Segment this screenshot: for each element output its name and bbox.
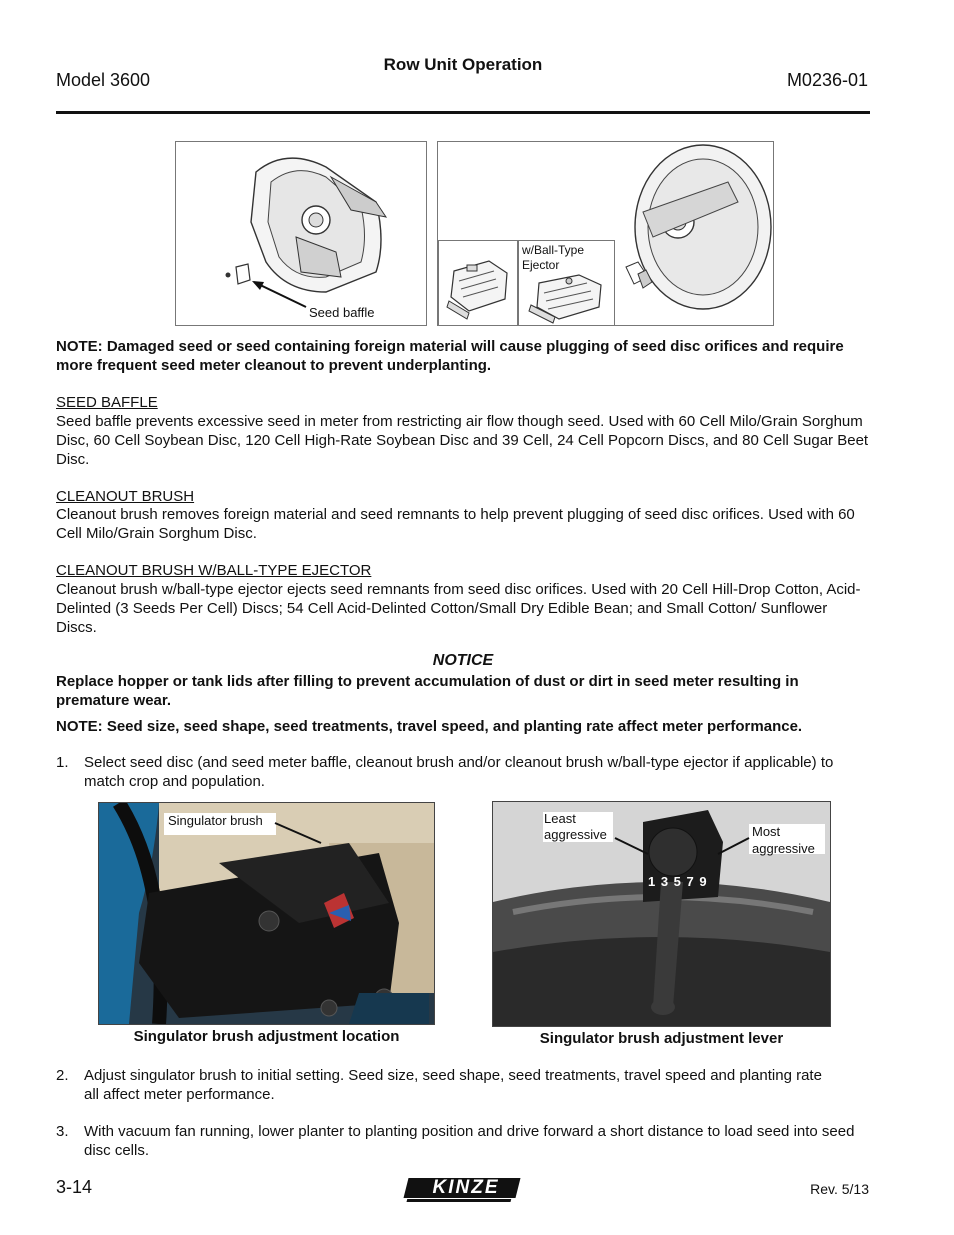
singulator-location-caption: Singulator brush adjustment location: [133, 1028, 400, 1045]
step-1: [56, 753, 872, 793]
step-2: [56, 1066, 872, 1106]
ejector-label-line2: Ejector: [522, 258, 560, 272]
cleanout-brush-body: Cleanout brush removes foreign material and seed remnants to help prevent plugging of seed disc orifices. Used with 60 Cell Milo/Grain Sorghum Disc.: [56, 506, 855, 542]
step-3-text: With vacuum fan running, lower planter to planting position and drive forward a short distance to load seed into seed disc cells.: [84, 1123, 855, 1159]
seed-meter-baffle-figure: [175, 141, 427, 326]
page-number: 3-14: [56, 1177, 93, 1197]
seed-baffle-heading: SEED BAFFLE: [56, 394, 158, 411]
most-aggressive-label-2: aggressive: [752, 841, 815, 856]
cleanout-brush-drawing: [439, 241, 517, 325]
revision-date: Rev. 5/13: [810, 1181, 869, 1197]
notice-title: NOTICE: [432, 652, 494, 669]
cleanout-brush-heading: CLEANOUT BRUSH: [56, 488, 195, 505]
most-aggressive-label-1: Most: [752, 824, 781, 839]
cleanout-brush-ejector-body: Cleanout brush w/ball-type ejector ejects seed remnants from seed disc orifices. Used with 20 Cell Hill-Drop Cotton, Acid-Delinted (3 Seeds Per Cell) Discs; 54 Cell Acid-Delinted Cotton/Small Dry Edible Bean; and Small Cotton/ Sunflower Discs.: [56, 581, 861, 636]
seed-baffle-body: Seed baffle prevents excessive seed in meter from restricting air flow though seed. Used with 60 Cell Milo/Grain Sorghum Disc, 60 Cell Soybean Disc, 120 Cell High-Rate Soybean Disc and 39 Cell, 24 Cell Popcorn Discs, and 80 Cell Sugar Beet Disc.: [56, 413, 869, 468]
step-3-number: 3.: [56, 1123, 69, 1140]
step-1-number: 1.: [56, 754, 69, 771]
least-aggressive-label-2: aggressive: [544, 827, 607, 842]
step-2-number: 2.: [56, 1067, 69, 1084]
singulator-lever-caption: Singulator brush adjustment lever: [539, 1030, 784, 1047]
singulator-brush-label: Singulator brush: [168, 813, 263, 828]
section-title: Row Unit Operation: [383, 55, 543, 74]
singulator-brush-location-photo: [98, 802, 435, 1025]
seed-meter-baffle-drawing: [176, 142, 426, 325]
cleanout-brush-ejector-heading: CLEANOUT BRUSH W/BALL-TYPE EJECTOR: [56, 562, 372, 579]
cleanout-brush-inset: [438, 240, 518, 326]
note-damaged-seed: NOTE: Damaged seed or seed containing foreign material will cause plugging of seed disc orifices and require more frequent seed meter cleanout to prevent underplanting.: [56, 338, 844, 374]
dial-numbers: 1 3 5 7 9: [648, 874, 708, 889]
note-meter-performance: NOTE: Seed size, seed shape, seed treatments, travel speed, and planting rate affect meter performance.: [56, 718, 803, 735]
kinze-logo-text: KINZE: [432, 1177, 500, 1198]
row-unit-photo: [99, 803, 434, 1024]
ejector-brush-drawing: [519, 271, 614, 325]
header-rule: [56, 111, 870, 114]
ejector-label-line1: w/Ball-Type: [522, 243, 585, 257]
singulator-lever-photo: [492, 801, 831, 1027]
kinze-logo: [403, 1176, 523, 1204]
step-2-text: Adjust singulator brush to initial setting. Seed size, seed shape, seed treatments, travel speed and planting rate all affect meter performance.: [84, 1067, 822, 1103]
notice-body: Replace hopper or tank lids after filling to prevent accumulation of dust or dirt in seed meter resulting in premature wear.: [56, 673, 799, 709]
step-3: [56, 1122, 872, 1162]
model-name: Model 3600: [56, 70, 151, 90]
step-1-text: Select seed disc (and seed meter baffle, cleanout brush and/or cleanout brush w/ball-type ejector if applicable) to match crop and population.: [84, 754, 834, 790]
ejector-brush-inset: [518, 240, 615, 326]
seed-meter-brush-figure: [437, 141, 774, 326]
least-aggressive-label-1: Least: [544, 811, 576, 826]
document-number: M0236-01: [786, 70, 868, 90]
seed-baffle-label: Seed baffle: [309, 305, 375, 320]
